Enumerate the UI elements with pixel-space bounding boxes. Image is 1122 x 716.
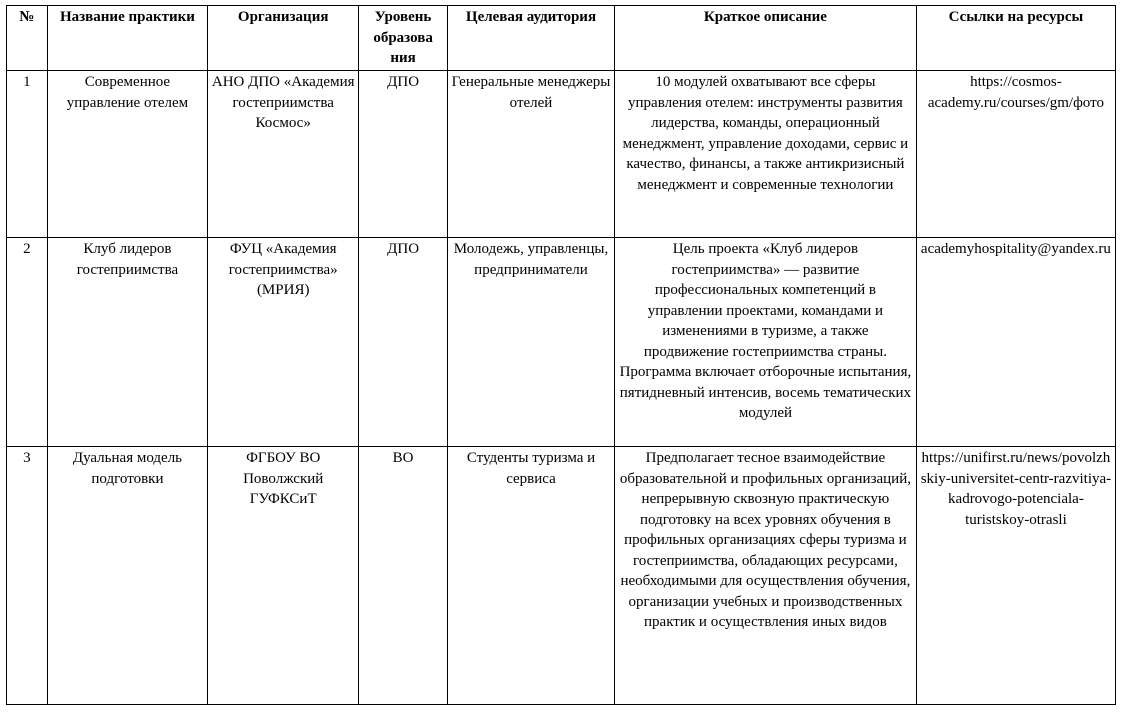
cell-practice-name: Дуальная модель подготовки <box>47 447 208 705</box>
header-organization: Организация <box>208 6 359 71</box>
cell-organization: АНО ДПО «Академия гостеприимства Космос» <box>208 71 359 238</box>
cell-num: 3 <box>7 447 48 705</box>
cell-education-level: ДПО <box>359 71 448 238</box>
header-description: Краткое описание <box>614 6 916 71</box>
cell-target-audience: Генеральные менеджеры отелей <box>448 71 615 238</box>
cell-num: 2 <box>7 238 48 447</box>
practices-table <box>6 5 1116 705</box>
cell-description: 10 модулей охватывают все сферы управления отелем: инструменты развития лидерства, команды, операционный менеджмент, управление доходами, сервис и качество, финансы, а также антикризисный менеджмент и современные технологии <box>614 71 916 238</box>
cell-target-audience: Молодежь, управленцы, предприниматели <box>448 238 615 447</box>
cell-practice-name: Клуб лидеров гостеприимства <box>47 238 208 447</box>
cell-practice-name: Современное управление отелем <box>47 71 208 238</box>
table-row <box>7 447 1116 705</box>
cell-organization: ФУЦ «Академия гостеприимства» (МРИЯ) <box>208 238 359 447</box>
cell-resource-link[interactable]: https://unifirst.ru/news/povolzhskiy-universitet-centr-razvitiya-kadrovogo-potenciala-turistskoy-otrasli <box>916 447 1115 705</box>
header-name: Название практики <box>47 6 208 71</box>
cell-resource-link[interactable]: https://cosmos-academy.ru/courses/gm/фото <box>916 71 1115 238</box>
cell-resource-link[interactable]: academyhospitality@yandex.ru <box>916 238 1115 447</box>
cell-num: 1 <box>7 71 48 238</box>
cell-education-level: ДПО <box>359 238 448 447</box>
cell-target-audience: Студенты туризма и сервиса <box>448 447 615 705</box>
header-num: № <box>7 6 48 71</box>
table-header-row <box>7 6 1116 71</box>
header-level: Уровень образова ния <box>359 6 448 71</box>
cell-organization: ФГБОУ ВО Поволжский ГУФКСиТ <box>208 447 359 705</box>
header-audience: Целевая аудитория <box>448 6 615 71</box>
header-links: Ссылки на ресурсы <box>916 6 1115 71</box>
cell-description: Предполагает тесное взаимодействие образовательной и профильных организаций, непрерывную сквозную практическую подготовку на всех уровнях обучения в профильных организациях сферы туризма и гостеприимства, обладающих ресурсами, необходимыми для осуществления обучения, организации учебных и производственных практик и осуществления иных видов <box>614 447 916 705</box>
table-row <box>7 238 1116 447</box>
cell-description: Цель проекта «Клуб лидеров гостеприимства» — развитие профессиональных компетенций в управлении проектами, командами и изменениями в туризме, а также продвижение гостеприимства страны. Программа включает отборочные испытания, пятидневный интенсив, восемь тематических модулей <box>614 238 916 447</box>
cell-education-level: ВО <box>359 447 448 705</box>
table-row <box>7 71 1116 238</box>
